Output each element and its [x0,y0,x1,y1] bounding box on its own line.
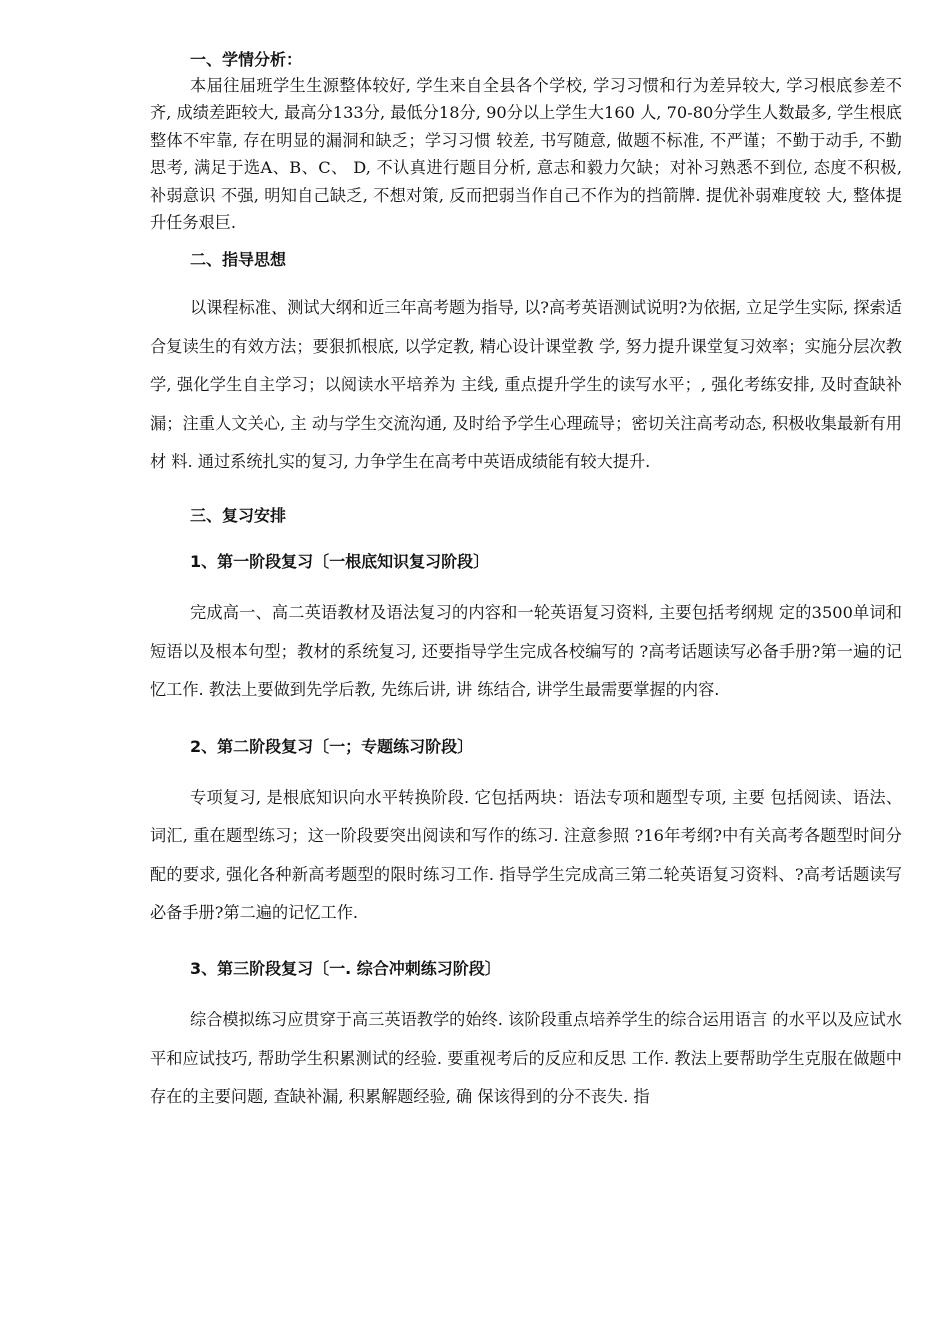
paragraph-stage-3: 综合模拟练习应贯穿于高三英语教学的始终. 该阶段重点培养学生的综合运用语言 的水平以及应试水平和应试技巧, 帮助学生积累测试的经验. 要重视考后的反应和反思 工作. 教法上要帮助学生克服在做题中存在的主要问题, 查缺补漏, 积累解题经验, 确 保该得到的分不丧失. 指 [150,1010,902,1107]
paragraph-guiding-idea: 以课程标准、测试大纲和近三年高考题为指导, 以?高考英语测试说明?为依据, 立足学生实际, 探索适合复读生的有效方法；要狠抓根底, 以学定教, 精心设计课堂教 学, 努力提升课堂复习效率；实施分层次教学, 强化学生自主学习；以阅读水平培养为 主线, 重点提升学生的读写水平；, 强化考练安排, 及时查缺补漏；注重人文关心, 主 动与学生交流沟通, 及时给予学生心理疏导；密切关注高考动态, 积极收集最新有用材 料. 通过系统扎实的复习, 力争学生在高考中英语成绩能有较大提升. [150,298,902,472]
stage-heading-1: 1、第一阶段复习〔一根底知识复习阶段〕 [190,552,490,572]
paragraph-stage-2: 专项复习, 是根底知识向水平转换阶段. 它包括两块：语法专项和题型专项, 主要 包括阅读、语法、词汇, 重在题型练习；这一阶段要突出阅读和写作的练习. 注意参照 ?16年考纲?中有关高考各题型时间分配的要求, 强化各种新高考题型的限时练习工作. 指导学生完成高三第二轮英语复习资料、?高考话题读写必备手册?第二遍的记忆工作. [150,787,902,922]
document-page [150,40,902,1117]
stage-heading-3: 3、第三阶段复习〔一. 综合冲刺练习阶段〕 [190,959,501,979]
stage-heading-2: 2、第二阶段复习〔一；专题练习阶段〕 [190,736,474,756]
paragraph-stage-1: 完成高一、高二英语教材及语法复习的内容和一轮英语复习资料, 主要包括考纲规 定的3500单词和短语以及根本句型；教材的系统复习, 还要指导学生完成各校编写的 ?高考话题读写必备手册?第一遍的记忆工作. 教法上要做到先学后教, 先练后讲, 讲 练结合, 讲学生最需要掌握的内容. [150,603,902,700]
section-heading-guiding-idea: 二、指导思想 [190,250,287,270]
section-heading-situation: 一、学情分析： [190,50,303,69]
section-heading-review-plan: 三、复习安排 [190,506,287,526]
paragraph-situation: 本届往届班学生生源整体较好, 学生来自全县各个学校, 学习习惯和行为差异较大, 学习根底参差不齐, 成绩差距较大, 最高分133分, 最低分18分, 90分以上学生大160 人, 70-80分学生人数最多, 学生根底整体不牢靠, 存在明显的漏洞和缺乏；学习习惯 较差, 书写随意, 做题不标准, 不严谨；不勤于动手, 不勤思考, 满足于选A、B、C、 D, 不认真进行题目分析, 意志和毅力欠缺；对补习熟悉不到位, 态度不积极, 补弱意识 不强, 明知自己缺乏, 不想对策, 反而把弱当作自己不作为的挡箭牌. 提优补弱难度较 大, 整体提升任务艰巨. [150,76,902,233]
